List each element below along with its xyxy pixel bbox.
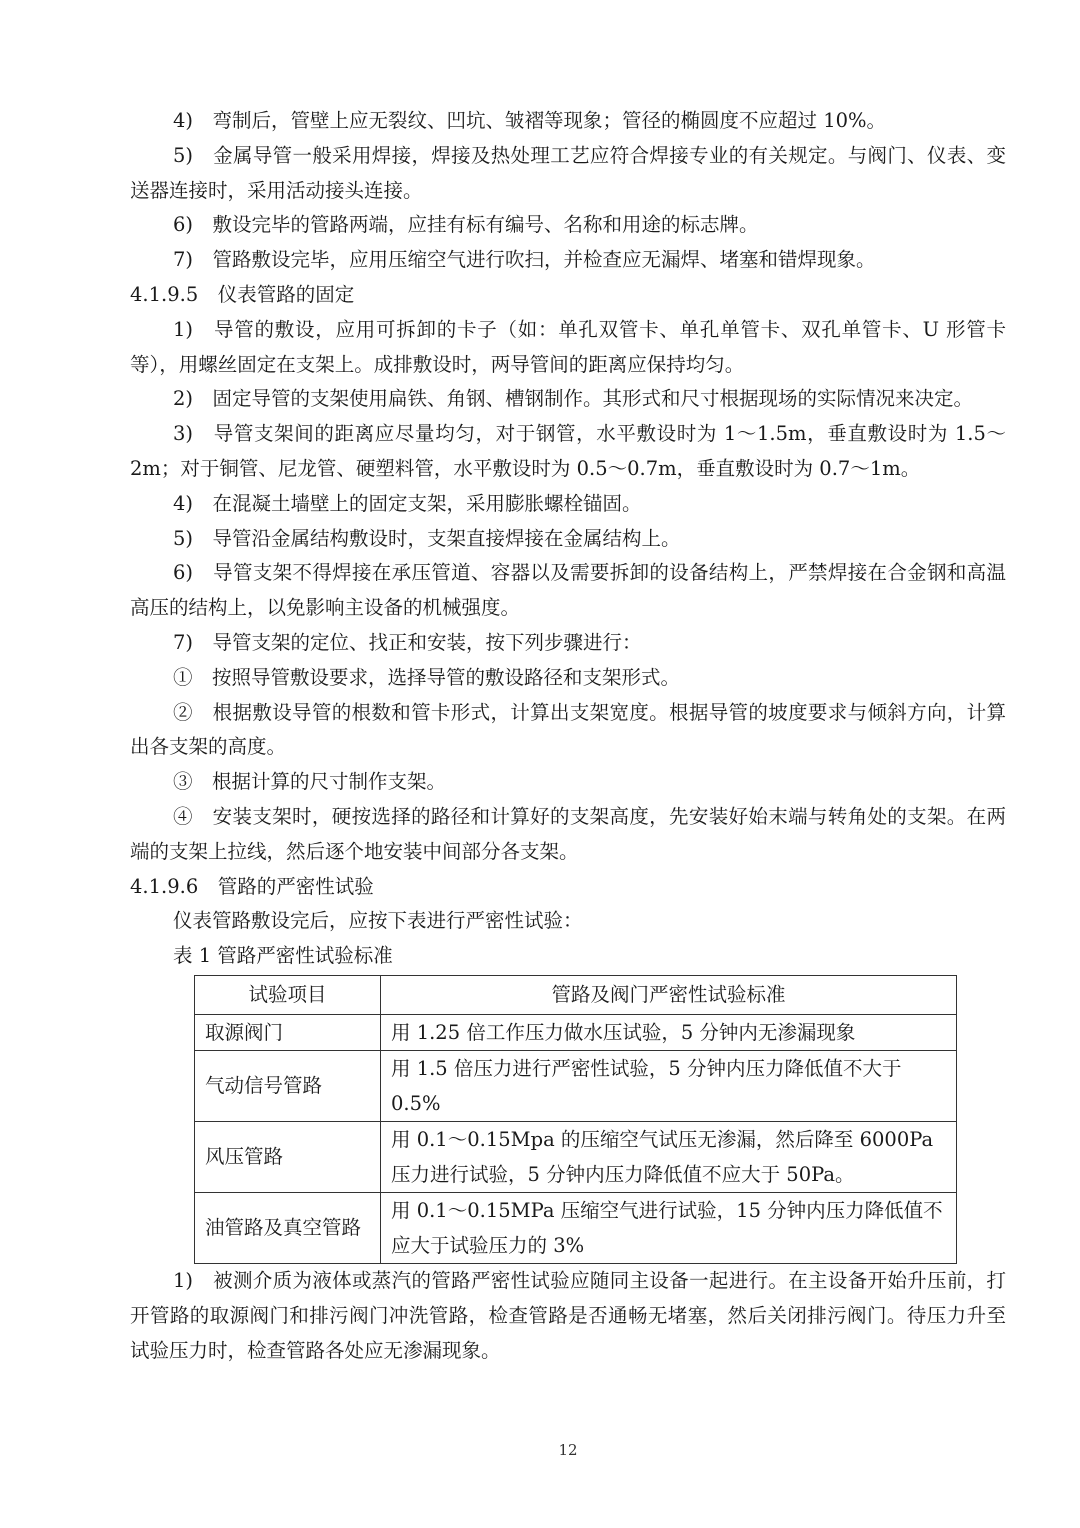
pressure-test-table <box>194 975 957 1264</box>
table-cell-standard: 用 1.5 倍压力进行严密性试验，5 分钟内压力降低值不大于 0.5% <box>381 1050 957 1121</box>
paragraph: 5) 导管沿金属结构敷设时，支架直接焊接在金属结构上。 <box>173 526 681 550</box>
paragraph: 6) 敷设完毕的管路两端，应挂有标有编号、名称和用途的标志牌。 <box>173 213 759 237</box>
table-row <box>195 1050 957 1121</box>
table-row <box>195 1192 957 1263</box>
paragraph: ④ 安装支架时，硬按选择的路径和计算好的支架高度，先安装好始末端与转角处的支架。在两端的支架上拉线，然后逐个地安装中间部分各支架。 <box>130 804 1006 863</box>
table-row <box>195 1014 957 1050</box>
table-cell-item: 取源阀门 <box>195 1014 381 1050</box>
paragraph: 7) 管路敷设完毕，应用压缩空气进行吹扫，并检查应无漏焊、堵塞和错焊现象。 <box>173 248 876 272</box>
paragraph: 3) 导管支架间的距离应尽量均匀，对于钢管，水平敷设时为 1～1.5m，垂直敷设时为 1.5～2m；对于铜管、尼龙管、硬塑料管，水平敷设时为 0.5～0.7m，垂直敷设时为 0.7～1m。 <box>130 422 1006 480</box>
section-heading: 4.1.9.5 仪表管路的固定 <box>130 282 355 306</box>
paragraph: 仪表管路敷设完后，应按下表进行严密性试验： <box>173 909 583 933</box>
paragraph: 5) 金属导管一般采用焊接，焊接及热处理工艺应符合焊接专业的有关规定。与阀门、仪表、变送器连接时，采用活动接头连接。 <box>130 143 1006 202</box>
paragraph: 7) 导管支架的定位、找正和安装，按下列步骤进行： <box>173 630 642 654</box>
table-row <box>195 1121 957 1192</box>
paragraph: ③ 根据计算的尺寸制作支架。 <box>173 770 447 794</box>
paragraph: ① 按照导管敷设要求，选择导管的敷设路径和支架形式。 <box>173 665 681 689</box>
paragraph: ② 根据敷设导管的根数和管卡形式，计算出支架宽度。根据导管的坡度要求与倾斜方向，计算出各支架的高度。 <box>130 700 1006 759</box>
table-header-item: 试验项目 <box>195 975 381 1014</box>
table-cell-item: 油管路及真空管路 <box>195 1192 381 1263</box>
body-text-upper <box>130 104 1006 939</box>
paragraph: 2) 固定导管的支架使用扁铁、角钢、槽钢制作。其形式和尺寸根据现场的实际情况来决定。 <box>173 387 974 411</box>
table-header-row <box>195 975 957 1014</box>
page-number: 12 <box>558 1441 578 1459</box>
section-heading: 4.1.9.6 管路的严密性试验 <box>130 874 374 898</box>
table-cell-standard: 用 0.1～0.15MPa 压缩空气进行试验，15 分钟内压力降低值不应大于试验压力的 3% <box>381 1192 957 1263</box>
table-cell-standard: 用 0.1～0.15Mpa 的压缩空气试压无渗漏，然后降至 6000Pa 压力进行试验，5 分钟内压力降低值不应大于 50Pa。 <box>381 1121 957 1192</box>
table-caption: 表 1 管路严密性试验标准 <box>173 944 393 968</box>
document-page <box>130 104 1006 1368</box>
paragraph: 4) 弯制后，管壁上应无裂纹、凹坑、皱褶等现象；管径的椭圆度不应超过 10%。 <box>173 109 887 132</box>
paragraph: 4) 在混凝土墙壁上的固定支架，采用膨胀螺栓锚固。 <box>173 491 642 515</box>
paragraph: 1) 被测介质为液体或蒸汽的管路严密性试验应随同主设备一起进行。在主设备开始升压前，打开管路的取源阀门和排污阀门冲洗管路，检查管路是否通畅无堵塞，然后关闭排污阀门。待压力升至试验压力时，检查管路各处应无渗漏现象。 <box>130 1268 1006 1362</box>
table-header-standard: 管路及阀门严密性试验标准 <box>381 975 957 1014</box>
paragraph: 6) 导管支架不得焊接在承压管道、容器以及需要拆卸的设备结构上，严禁焊接在合金钢和高温高压的结构上，以免影响主设备的机械强度。 <box>130 561 1006 620</box>
table-cell-item: 风压管路 <box>195 1121 381 1192</box>
table-cell-item: 气动信号管路 <box>195 1050 381 1121</box>
paragraph: 1) 导管的敷设，应用可拆卸的卡子（如：单孔双管卡、单孔单管卡、双孔单管卡、U 形管卡等），用螺丝固定在支架上。成排敷设时，两导管间的距离应保持均匀。 <box>130 317 1006 376</box>
table-cell-standard: 用 1.25 倍工作压力做水压试验，5 分钟内无渗漏现象 <box>381 1014 957 1050</box>
body-text-lower <box>130 1264 1006 1368</box>
